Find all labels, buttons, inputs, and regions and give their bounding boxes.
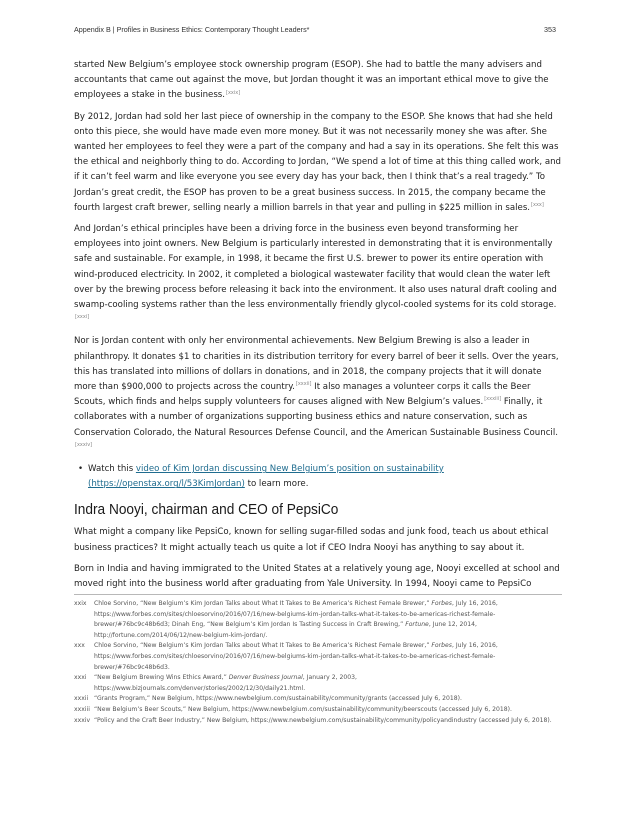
footnote-xxix <box>74 599 562 641</box>
paragraph-text: By 2012, Jordan had sold her last piece of ownership in the company to the ESOP. She knows that had she held onto this piece, she would have made even more money. But it was not necessarily money she was after. She wanted her employees to feel they were a part of the company and had a say in its operations. She felt this was the ethical and neighborly thing to do. According to Jordan, “We spend a lot of time at this thing called work, and if it can’t feel warm and like everyone you see every day has your back, then I think that’s a real tragedy.” To Jordan’s great credit, the ESOP has proven to be a great business success. In 2015, the company became the fourth largest craft brewer, selling nearly a million barrels in that year and pulling in $225 million in sales. <box>74 111 561 213</box>
paragraph-pepsico-intro: What might a company like PepsiCo, known for selling sugar-filled sodas and junk food, teach us about ethical business practices? It might actually teach us quite a lot if CEO Indra Nooyi has anything to say about it. <box>74 527 549 553</box>
video-link[interactable]: video of Kim Jordan discussing New Belgium’s position on sustainability (https://openstax.org/l/53KimJordan) <box>88 464 444 490</box>
resource-suffix: to learn more. <box>244 479 309 490</box>
paragraph-environment <box>74 222 562 328</box>
footnote-publication: Fortune <box>405 621 429 629</box>
footnote-text: , July 16, 2016, https://www.forbes.com/sites/chloesorvino/2016/07/16/new-belgiums-kim-jordan-talks-what-it-takes-to-be-americas-richest-female-brewer/#76bc9c48b6d3; Dinah Eng, “New Belgium’s Kim Jordan Is Tasting Success in Craft Brewing,” <box>94 600 498 629</box>
footnote-ref-xxxi[interactable]: [xxxi] <box>75 314 90 321</box>
main-content <box>74 58 562 598</box>
paragraph-nooyi-bio: Born in India and having immigrated to the United States at a relatively young age, Nooyi excelled at school and moved right into the business world after graduating from Yale University. In 1994, Nooyi came to PepsiCo <box>74 563 560 590</box>
footnote-divider <box>74 594 562 595</box>
footnote-text: , January 2, 2003, https://www.bizjournals.com/denver/stories/2002/12/30/daily21.html. <box>94 674 357 692</box>
footnote-id: xxix <box>74 600 87 607</box>
running-header <box>74 25 556 34</box>
resource-list <box>74 462 562 492</box>
paragraph-text: And Jordan’s ethical principles have been a driving force in the business even beyond transforming her employees into joint owners. New Belgium is particularly interested in demonstrating that it is environmentally safe and sustainable. For example, in 1998, it became the first U.S. brewer to power its entire operation with wind-produced electricity. In 2002, it completed a biological wastewater facility that would clean the water left over by the brewing process before releasing it back into the environment. It also uses natural draft cooling and swamp-cooling systems rather than the less environmentally friendly glycol-cooled systems for its cold storage. <box>74 224 557 311</box>
footnote-publication: Forbes <box>431 642 452 650</box>
paragraph-esop-2012 <box>74 110 562 216</box>
resource-prefix: Watch this <box>88 464 136 475</box>
footnote-ref-xxxiii[interactable]: [xxxiii] <box>484 396 502 403</box>
footnote-text: , June 12, 2014, http://fortune.com/2014/06/12/new-belgium-kim-jordan/. <box>94 621 477 639</box>
footnote-xxxiv <box>74 716 562 727</box>
footnote-id: xxx <box>74 642 85 650</box>
footnote-text: Chloe Sorvino, “New Belgium’s Kim Jordan Talks about What It Takes to Be America’s Richest Female Brewer,” <box>94 600 432 607</box>
footnote-text: Chloe Sorvino, “New Belgium’s Kim Jordan Talks about What It Takes to Be America’s Richest Female Brewer,” <box>94 642 432 650</box>
page-number: 353 <box>544 25 556 34</box>
footnote-list <box>74 599 562 726</box>
footnote-text: “Grants Program,” New Belgium, https://www.newbelgium.com/sustainability/community/grants (accessed July 6, 2018). <box>94 695 462 703</box>
paragraph-text: It also manages a volunteer corps it calls the Beer Scouts, which finds and helps supply volunteers for causes aligned with New Belgium’s values. <box>74 382 531 408</box>
footnote-text: “Policy and the Craft Beer Industry,” New Belgium, https://www.newbelgium.com/sustainability/community/policyandindustry (accessed July 6, 2018). <box>94 716 552 724</box>
paragraph-philanthropy <box>74 334 562 456</box>
footnote-id: xxxi <box>74 674 87 682</box>
section-heading: Indra Nooyi, chairman and CEO of PepsiCo <box>74 501 339 519</box>
footnote-ref-xxx[interactable]: [xxx] <box>531 201 544 208</box>
bullet-icon: • <box>78 464 84 475</box>
footnote-text: “New Belgium’s Beer Scouts,” New Belgium, https://www.newbelgium.com/sustainability/community/beerscouts (accessed July 6, 2018). <box>94 705 512 713</box>
footnotes <box>74 594 562 726</box>
paragraph-text: started New Belgium’s employee stock ownership program (ESOP). She had to battle the many advisers and accountants that came out against the move, but Jordan thought it was an important ethical move to give the employees a stake in the business. <box>74 60 549 101</box>
running-title: Appendix B | Profiles in Business Ethics: Contemporary Thought Leaders* <box>74 25 310 34</box>
footnote-xxxi <box>74 673 562 694</box>
footnote-ref-xxxiv[interactable]: [xxxiv] <box>75 442 93 449</box>
paragraph-text: Finally, it collaborates with a number of organizations supporting business ethics and nature conservation, such as Conservation Colorado, the Natural Resources Defense Council, and the American Sustainable Business Council. <box>74 397 558 438</box>
footnote-text: , July 16, 2016, https://www.forbes.com/sites/chloesorvino/2016/07/16/new-belgiums-kim-jordan-talks-what-it-takes-to-be-americas-richest-female-brewer/#76bc9c48b6d3. <box>94 642 498 671</box>
footnote-ref-xxxii[interactable]: [xxxii] <box>295 381 312 388</box>
footnote-id: xxxiv <box>74 716 91 724</box>
footnote-id: xxxiii <box>74 705 90 713</box>
footnote-publication: Forbes <box>431 600 452 607</box>
resource-item <box>78 462 562 492</box>
paragraph-esop-start <box>74 58 562 104</box>
footnote-id: xxxii <box>74 695 89 703</box>
footnote-publication: Denver Business Journal <box>228 674 303 682</box>
paragraph-text: Nor is Jordan content with only her environmental achievements. New Belgium Brewing is also a leader in philanthropy. It donates $1 to charities in its distribution territory for every barrel of beer it sells. Over the years, this has translated into millions of dollars in donations, and in 2018, the company projects that it will donate more than $900,000 to projects across the country. <box>74 336 559 393</box>
footnote-xxxii <box>74 694 562 705</box>
footnote-xxx <box>74 641 562 673</box>
footnote-xxxiii <box>74 705 562 716</box>
footnote-ref-xxix[interactable]: [xxix] <box>226 89 241 96</box>
footnote-text: “New Belgium Brewing Wins Ethics Award,” <box>94 674 229 682</box>
